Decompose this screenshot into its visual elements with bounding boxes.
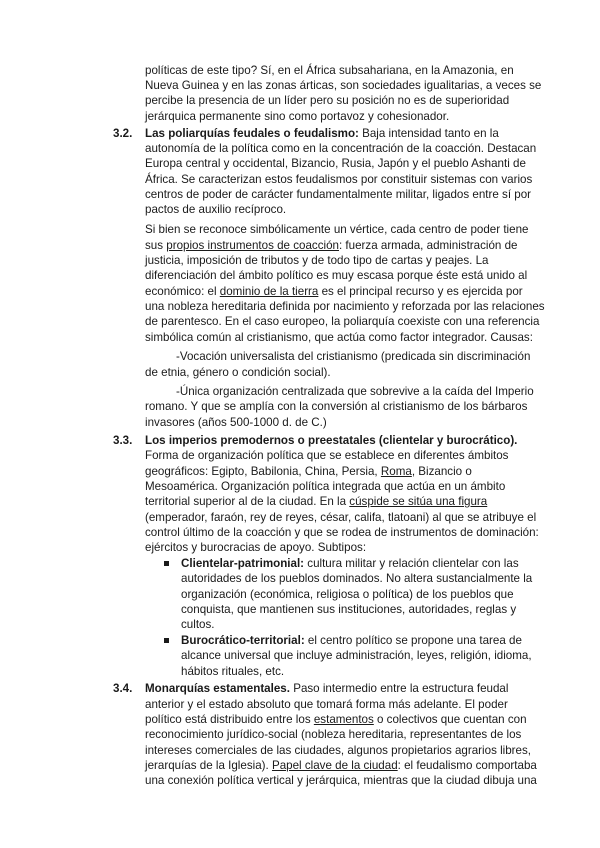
body-text: organización (económica, religiosa o política) de los pueblos que <box>181 588 514 601</box>
text-line <box>145 203 286 217</box>
text-line <box>145 269 527 283</box>
body-text: sus <box>145 239 167 252</box>
body-text: ejércitos y burocracias de apoyo. Subtipos: <box>145 541 367 554</box>
body-text: : fuerza armada, administración de <box>338 239 518 252</box>
section-number: 3.3. <box>113 434 133 447</box>
text-line <box>145 94 509 108</box>
text-line <box>145 188 531 202</box>
text-line <box>145 64 514 78</box>
text-line <box>181 603 516 617</box>
body-text: (emperador, faraón, rey de reyes, césar, califa, tlatoani) al que se atribuye el <box>145 511 537 524</box>
text-line <box>145 682 508 696</box>
body-text: invasores (años 500-1000 d. de C.) <box>145 416 327 429</box>
text-line <box>176 385 534 399</box>
bold-heading-text: Las poliarquías feudales o feudalismo: <box>145 127 359 140</box>
body-text: Si bien se reconoce simbólicamente un vértice, cada centro de poder tiene <box>145 223 529 236</box>
body-text: control último de la coacción y que se rodea de instrumentos de dominación: <box>145 526 539 539</box>
text-line <box>181 618 215 632</box>
text-line <box>145 239 518 253</box>
body-text: Europa central y occidental, Bizancio, Rusia, Japón y el pueblo Ashanti de <box>145 157 526 170</box>
text-line <box>181 557 519 571</box>
text-line <box>145 480 505 494</box>
body-text: el centro político se propone una tarea de <box>304 634 522 647</box>
body-text: político está distribuido entre los <box>145 713 314 726</box>
text-line <box>145 728 521 742</box>
body-text: reconocimiento jurídico-social (nobleza hereditaria, representantes de los <box>145 728 522 741</box>
body-text: económico: el <box>145 285 220 298</box>
body-text: jerárquica permanente sino como portavoz y cohesionador. <box>145 110 450 123</box>
text-line <box>145 285 523 299</box>
text-line <box>145 449 508 463</box>
text-line <box>145 157 526 171</box>
body-text: anterior y el estado absoluto que tomará forma más adelante. El poder <box>145 698 508 711</box>
body-text: territorial superior al de la ciudad. En la <box>145 495 350 508</box>
body-text: una conexión política vertical y jerárquica, mientras que la ciudad dibuja una <box>145 774 537 787</box>
body-text: conquista, que mantienen sus instituciones, autoridades, reglas y <box>181 603 517 616</box>
body-text: simbólica común al cristianismo, que actúa como factor integrador. Causas: <box>145 331 533 344</box>
body-text: cultos. <box>181 618 215 631</box>
bold-heading-text: Monarquías estamentales. <box>145 682 290 695</box>
body-text: , Bizancio o <box>411 465 472 478</box>
text-line <box>145 110 449 124</box>
text-line <box>181 665 284 679</box>
body-text: percibe la presencia de un líder pero su posición no es de superioridad <box>145 94 510 107</box>
body-text: de parentesco. En el caso europeo, la poliarquía coexiste con una referencia <box>145 315 540 328</box>
underlined-text: cúspide se sitúa una figura <box>349 495 488 508</box>
text-line <box>181 588 514 602</box>
body-text: políticas de este tipo? Sí, en el África subsahariana, en la Amazonia, en <box>145 64 514 77</box>
body-text: Baja intensidad tanto en la <box>358 127 499 140</box>
body-text: centros de poder de carácter fundamentalmente militar, ligados entre sí por <box>145 188 532 201</box>
text-line <box>181 572 532 586</box>
body-text: o colectivos que cuentan con <box>373 713 527 726</box>
text-line <box>145 142 536 156</box>
body-text: justicia, imposición de tributos y de todo tipo de cartas y peajes. La <box>145 254 489 267</box>
bold-heading-text: Burocrático-territorial: <box>181 634 305 647</box>
text-line <box>145 511 536 525</box>
text-line <box>145 173 532 187</box>
body-text: autonomía de la política como en la concentración de la coacción. Destacan <box>145 142 537 155</box>
underlined-text: propios instrumentos de coacción <box>166 239 339 252</box>
body-text: cultura militar y relación clientelar con las <box>304 557 519 570</box>
body-text: jerarquías de la Iglesia). <box>145 759 272 772</box>
text-line <box>145 465 472 479</box>
body-text: de etnia, género o condición social). <box>145 366 331 379</box>
text-line <box>145 416 327 430</box>
text-line <box>145 300 545 314</box>
body-text: una nobleza hereditaria definida por nacimiento y reforzada por las relaciones <box>145 300 545 313</box>
text-line <box>145 223 528 237</box>
text-line <box>145 541 366 555</box>
body-text: -Vocación universalista del cristianismo (predicada sin discriminación <box>176 350 531 363</box>
text-line <box>145 713 527 727</box>
body-text: -Única organización centralizada que sobrevive a la caída del Imperio <box>176 385 534 398</box>
underlined-text: estamentos <box>313 713 374 726</box>
text-line <box>145 127 499 141</box>
square-bullet-icon <box>164 638 169 643</box>
text-line <box>145 434 517 448</box>
body-text: hábitos rituales, etc. <box>181 665 285 678</box>
square-bullet-icon <box>164 561 169 566</box>
body-text: intereses comerciales de las ciudades, algunos propietarios agrarios libres, <box>145 744 532 757</box>
body-text: romano. Y que se amplía con la conversión al cristianismo de los bárbaros <box>145 400 528 413</box>
body-text: es el principal recurso y es ejercida por <box>318 285 523 298</box>
text-line <box>145 495 487 509</box>
bold-heading-text: Clientelar-patrimonial: <box>181 557 305 570</box>
text-line <box>181 634 522 648</box>
section-number: 3.4. <box>113 682 133 695</box>
body-text: diferenciación del ámbito político es muy escasa porque éste está unido al <box>145 269 528 282</box>
text-line <box>145 759 537 773</box>
text-line <box>145 400 527 414</box>
body-text: Paso intermedio entre la estructura feudal <box>289 682 509 695</box>
text-line <box>145 315 539 329</box>
body-text: alcance universal que incluye administración, leyes, religión, idioma, <box>181 649 532 662</box>
underlined-text: Papel clave de la ciudad <box>271 759 398 772</box>
text-line <box>145 526 539 540</box>
body-text: pactos de auxilio recíproco. <box>145 203 287 216</box>
text-line <box>176 350 530 364</box>
text-line <box>181 649 532 663</box>
text-line <box>145 331 533 345</box>
text-line <box>145 744 531 758</box>
text-line <box>145 774 537 788</box>
body-text: : el feudalismo comportaba <box>397 759 537 772</box>
body-text: geográficos: Egipto, Babilonia, China, Persia, <box>145 465 381 478</box>
section-number: 3.2. <box>113 127 133 140</box>
bold-heading-text: Los imperios premodernos o preestatales (clientelar y burocrático). <box>145 434 518 447</box>
underlined-text: dominio de la tierra <box>219 285 319 298</box>
underlined-text: Roma <box>380 465 412 478</box>
body-text: Forma de organización política que se establece en diferentes ámbitos <box>145 449 509 462</box>
body-text: África. Se caracterizan estos feudalismos por constituir sistemas con varios <box>145 173 533 186</box>
text-line <box>145 79 541 93</box>
body-text: autoridades de los pueblos dominados. No altera sustancialmente la <box>181 572 533 585</box>
text-line <box>145 254 489 268</box>
body-text: Nueva Guinea y en las zonas árticas, son sociedades igualitarias, a veces se <box>145 79 542 92</box>
text-line <box>145 698 508 712</box>
text-line <box>145 366 331 380</box>
body-text: Mesoamérica. Organización política integrada que actúa en un ámbito <box>145 480 506 493</box>
